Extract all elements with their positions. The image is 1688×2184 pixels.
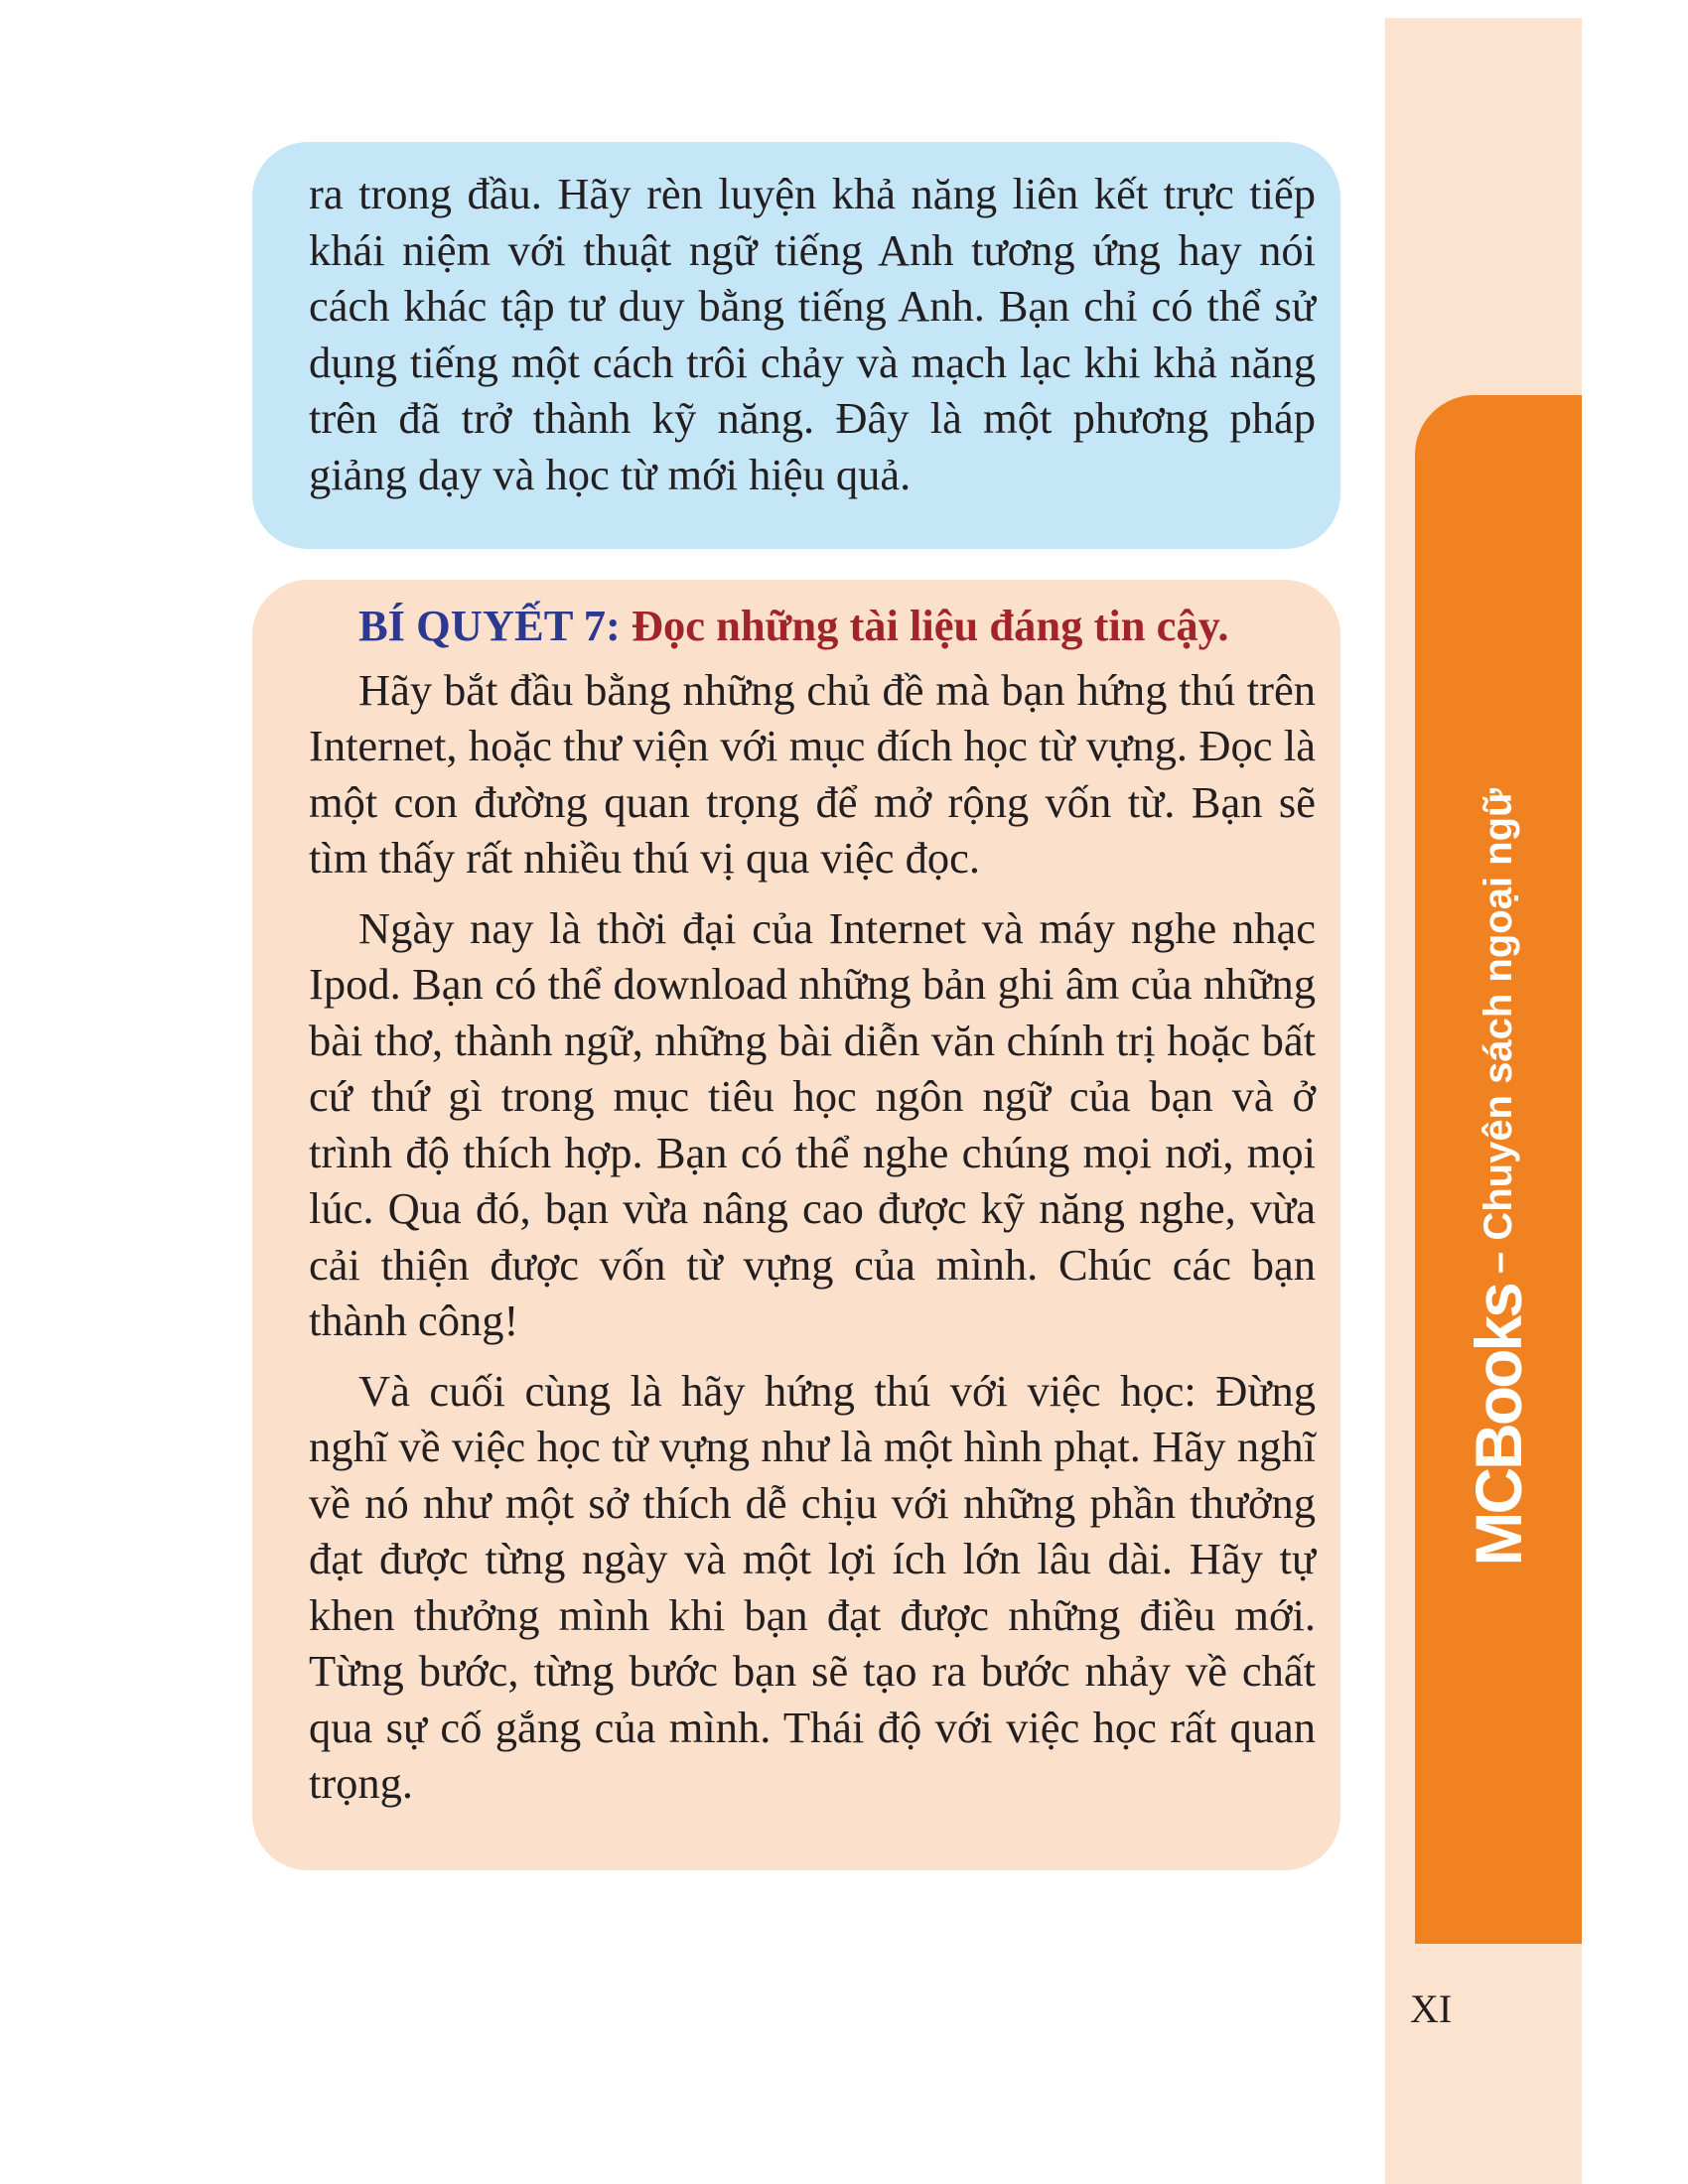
secret-label: BÍ QUYẾT 7: bbox=[358, 601, 621, 650]
brand-tab-text bbox=[1415, 395, 1582, 1944]
intro-box bbox=[252, 142, 1340, 549]
secret-paragraph-1: Hãy bắt đầu bằng những chủ đề mà bạn hứng thú trên Internet, hoặc thư viện với mục đích học từ vựng. Đọc là một con đường quan trọng để mở rộng vốn từ. Bạn sẽ tìm thấy rất nhiều thú vị qua việc đọc. bbox=[309, 664, 1316, 883]
page-number: XI bbox=[1410, 1986, 1453, 2031]
secret-box bbox=[252, 580, 1340, 1870]
secret-paragraph-2: Ngày nay là thời đại của Internet và máy nghe nhạc Ipod. Bạn có thể download những bản ghi âm của những bài thơ, thành ngữ, những bài diễn văn chính trị hoặc bất cứ thứ gì trong mục tiêu học ngôn ngữ của bạn và ở trình độ thích hợp. Bạn có thể nghe chúng mọi nơi, mọi lúc. Qua đó, bạn vừa nâng cao được kỹ năng nghe, vừa cải thiện được vốn từ vựng của mình. Chúc các bạn thành công! bbox=[309, 902, 1316, 1345]
intro-paragraph: ra trong đầu. Hãy rèn luyện khả năng liên kết trực tiếp khái niệm với thuật ngữ tiếng Anh tương ứng hay nói cách khác tập tư duy bằng tiếng Anh. Bạn chỉ có thể sử dụng tiếng một cách trôi chảy và mạch lạc khi khả năng trên đã trở thành kỹ năng. Đây là một phương pháp giảng dạy và học từ mới hiệu quả. bbox=[309, 169, 1316, 499]
brand-name: MCBooks bbox=[1462, 1285, 1535, 1567]
secret-paragraph-3: Và cuối cùng là hãy hứng thú với việc học: Đừng nghĩ về việc học từ vựng như là một hình phạt. Hãy nghĩ về nó như một sở thích dễ chịu với những phần thưởng đạt được từng ngày và một lợi ích lớn lâu dài. Hãy tự khen thưởng mình khi bạn đạt được những điều mới. Từng bước, từng bước bạn sẽ tạo ra bước nhảy về chất qua sự cố gắng của mình. Thái độ với việc học rất quan trọng. bbox=[309, 1365, 1316, 1808]
secret-title: Đọc những tài liệu đáng tin cậy. bbox=[631, 601, 1229, 650]
secret-heading bbox=[309, 598, 1316, 654]
brand-tagline: – Chuyên sách ngoại ngữ bbox=[1477, 788, 1520, 1286]
